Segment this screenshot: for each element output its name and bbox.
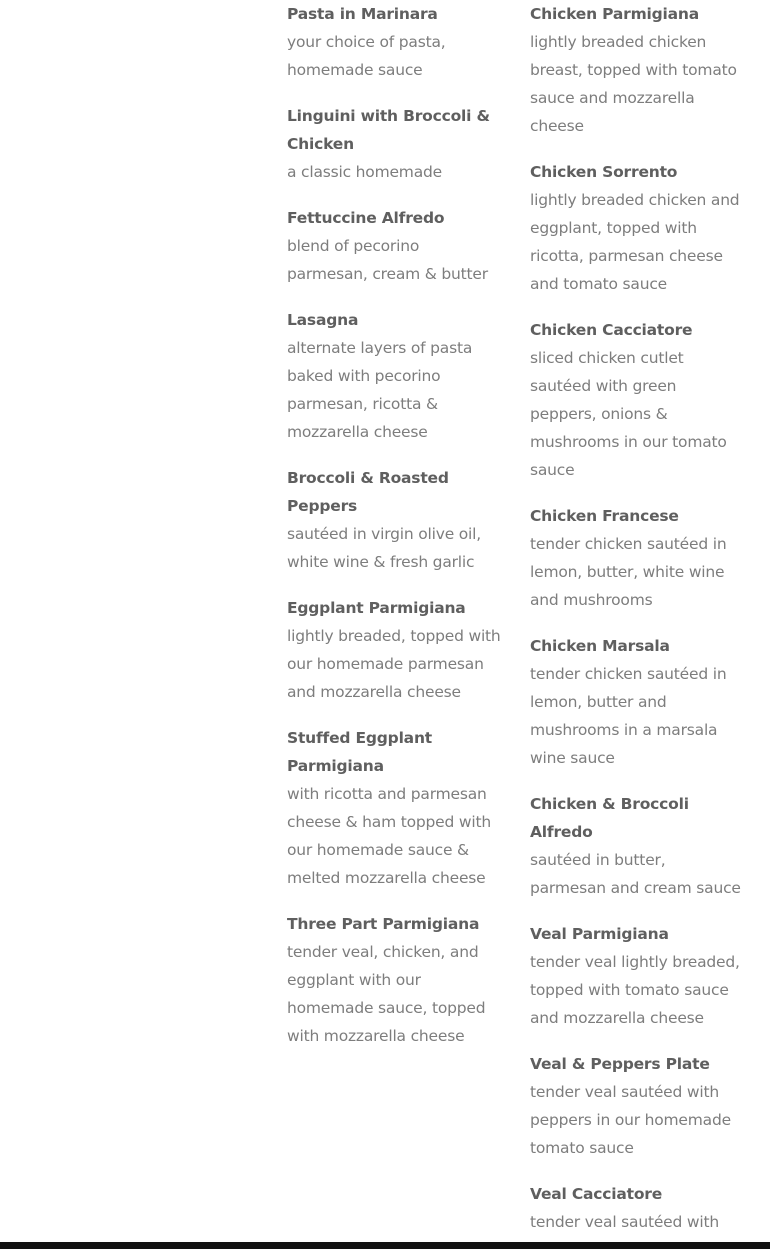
menu-item-description: sliced chicken cutlet sautéed with green peppers, onions & mushrooms in our tomato sauce [530, 349, 727, 479]
menu-item [287, 464, 502, 576]
menu-item [287, 306, 502, 446]
menu-item-name: Veal & Peppers Plate [530, 1055, 710, 1073]
menu-item-name: Chicken Cacciatore [530, 321, 693, 339]
menu-item [287, 724, 502, 892]
menu-item-name: Lasagna [287, 311, 359, 329]
menu-column-left [287, 0, 502, 1068]
menu-item [530, 502, 745, 614]
menu-item [287, 102, 502, 186]
menu-item [530, 920, 745, 1032]
menu-item [530, 790, 745, 902]
menu-item [287, 204, 502, 288]
menu-item-description: lightly breaded chicken breast, topped with tomato sauce and mozzarella cheese [530, 33, 737, 135]
menu-item-name: Pasta in Marinara [287, 5, 438, 23]
menu-item [530, 1180, 745, 1236]
menu-item-name: Chicken Marsala [530, 637, 670, 655]
menu-item-description: tender chicken sautéed in lemon, butter and mushrooms in a marsala wine sauce [530, 665, 727, 767]
menu-item-name: Chicken Parmigiana [530, 5, 700, 23]
menu-item-name: Fettuccine Alfredo [287, 209, 445, 227]
menu-item-name: Stuffed Eggplant Parmigiana [287, 729, 432, 775]
menu-item-description: tender veal sautéed with [530, 1213, 719, 1231]
menu-item-description: lightly breaded chicken and eggplant, topped with ricotta, parmesan cheese and tomato sauce [530, 191, 740, 293]
menu-item-description: blend of pecorino parmesan, cream & butter [287, 237, 488, 283]
menu-item-description: tender veal lightly breaded, topped with tomato sauce and mozzarella cheese [530, 953, 740, 1027]
menu-item-description: tender chicken sautéed in lemon, butter, white wine and mushrooms [530, 535, 727, 609]
menu-item-name: Chicken Francese [530, 507, 679, 525]
menu-item-name: Broccoli & Roasted Peppers [287, 469, 449, 515]
menu-item-name: Chicken & Broccoli Alfredo [530, 795, 689, 841]
menu-column-right [530, 0, 745, 1254]
menu-item-description: tender veal sautéed with peppers in our homemade tomato sauce [530, 1083, 731, 1157]
menu-item-description: alternate layers of pasta baked with pecorino parmesan, ricotta & mozzarella cheese [287, 339, 473, 441]
menu-item [287, 910, 502, 1050]
menu-item-description: sautéed in virgin olive oil, white wine & fresh garlic [287, 525, 482, 571]
menu-item-name: Linguini with Broccoli & Chicken [287, 107, 490, 153]
menu-item-description: lightly breaded, topped with our homemade parmesan and mozzarella cheese [287, 627, 501, 701]
menu-item [287, 0, 502, 84]
menu-item [530, 0, 745, 140]
menu-item [530, 158, 745, 298]
menu-item-name: Veal Cacciatore [530, 1185, 663, 1203]
menu-item-name: Three Part Parmigiana [287, 915, 480, 933]
menu-item-description: with ricotta and parmesan cheese & ham topped with our homemade sauce & melted mozzarella cheese [287, 785, 491, 887]
menu-item-name: Veal Parmigiana [530, 925, 669, 943]
menu-item-name: Chicken Sorrento [530, 163, 678, 181]
menu-item-description: sautéed in butter, parmesan and cream sauce [530, 851, 741, 897]
menu-item-description: tender veal, chicken, and eggplant with our homemade sauce, topped with mozzarella cheese [287, 943, 486, 1045]
menu-item [530, 1050, 745, 1162]
menu-item [530, 316, 745, 484]
menu-item-name: Eggplant Parmigiana [287, 599, 466, 617]
menu-item [530, 632, 745, 772]
bottom-bar [0, 1242, 770, 1249]
menu-item-description: your choice of pasta, homemade sauce [287, 33, 446, 79]
menu-item [287, 594, 502, 706]
menu-item-description: a classic homemade [287, 163, 442, 181]
